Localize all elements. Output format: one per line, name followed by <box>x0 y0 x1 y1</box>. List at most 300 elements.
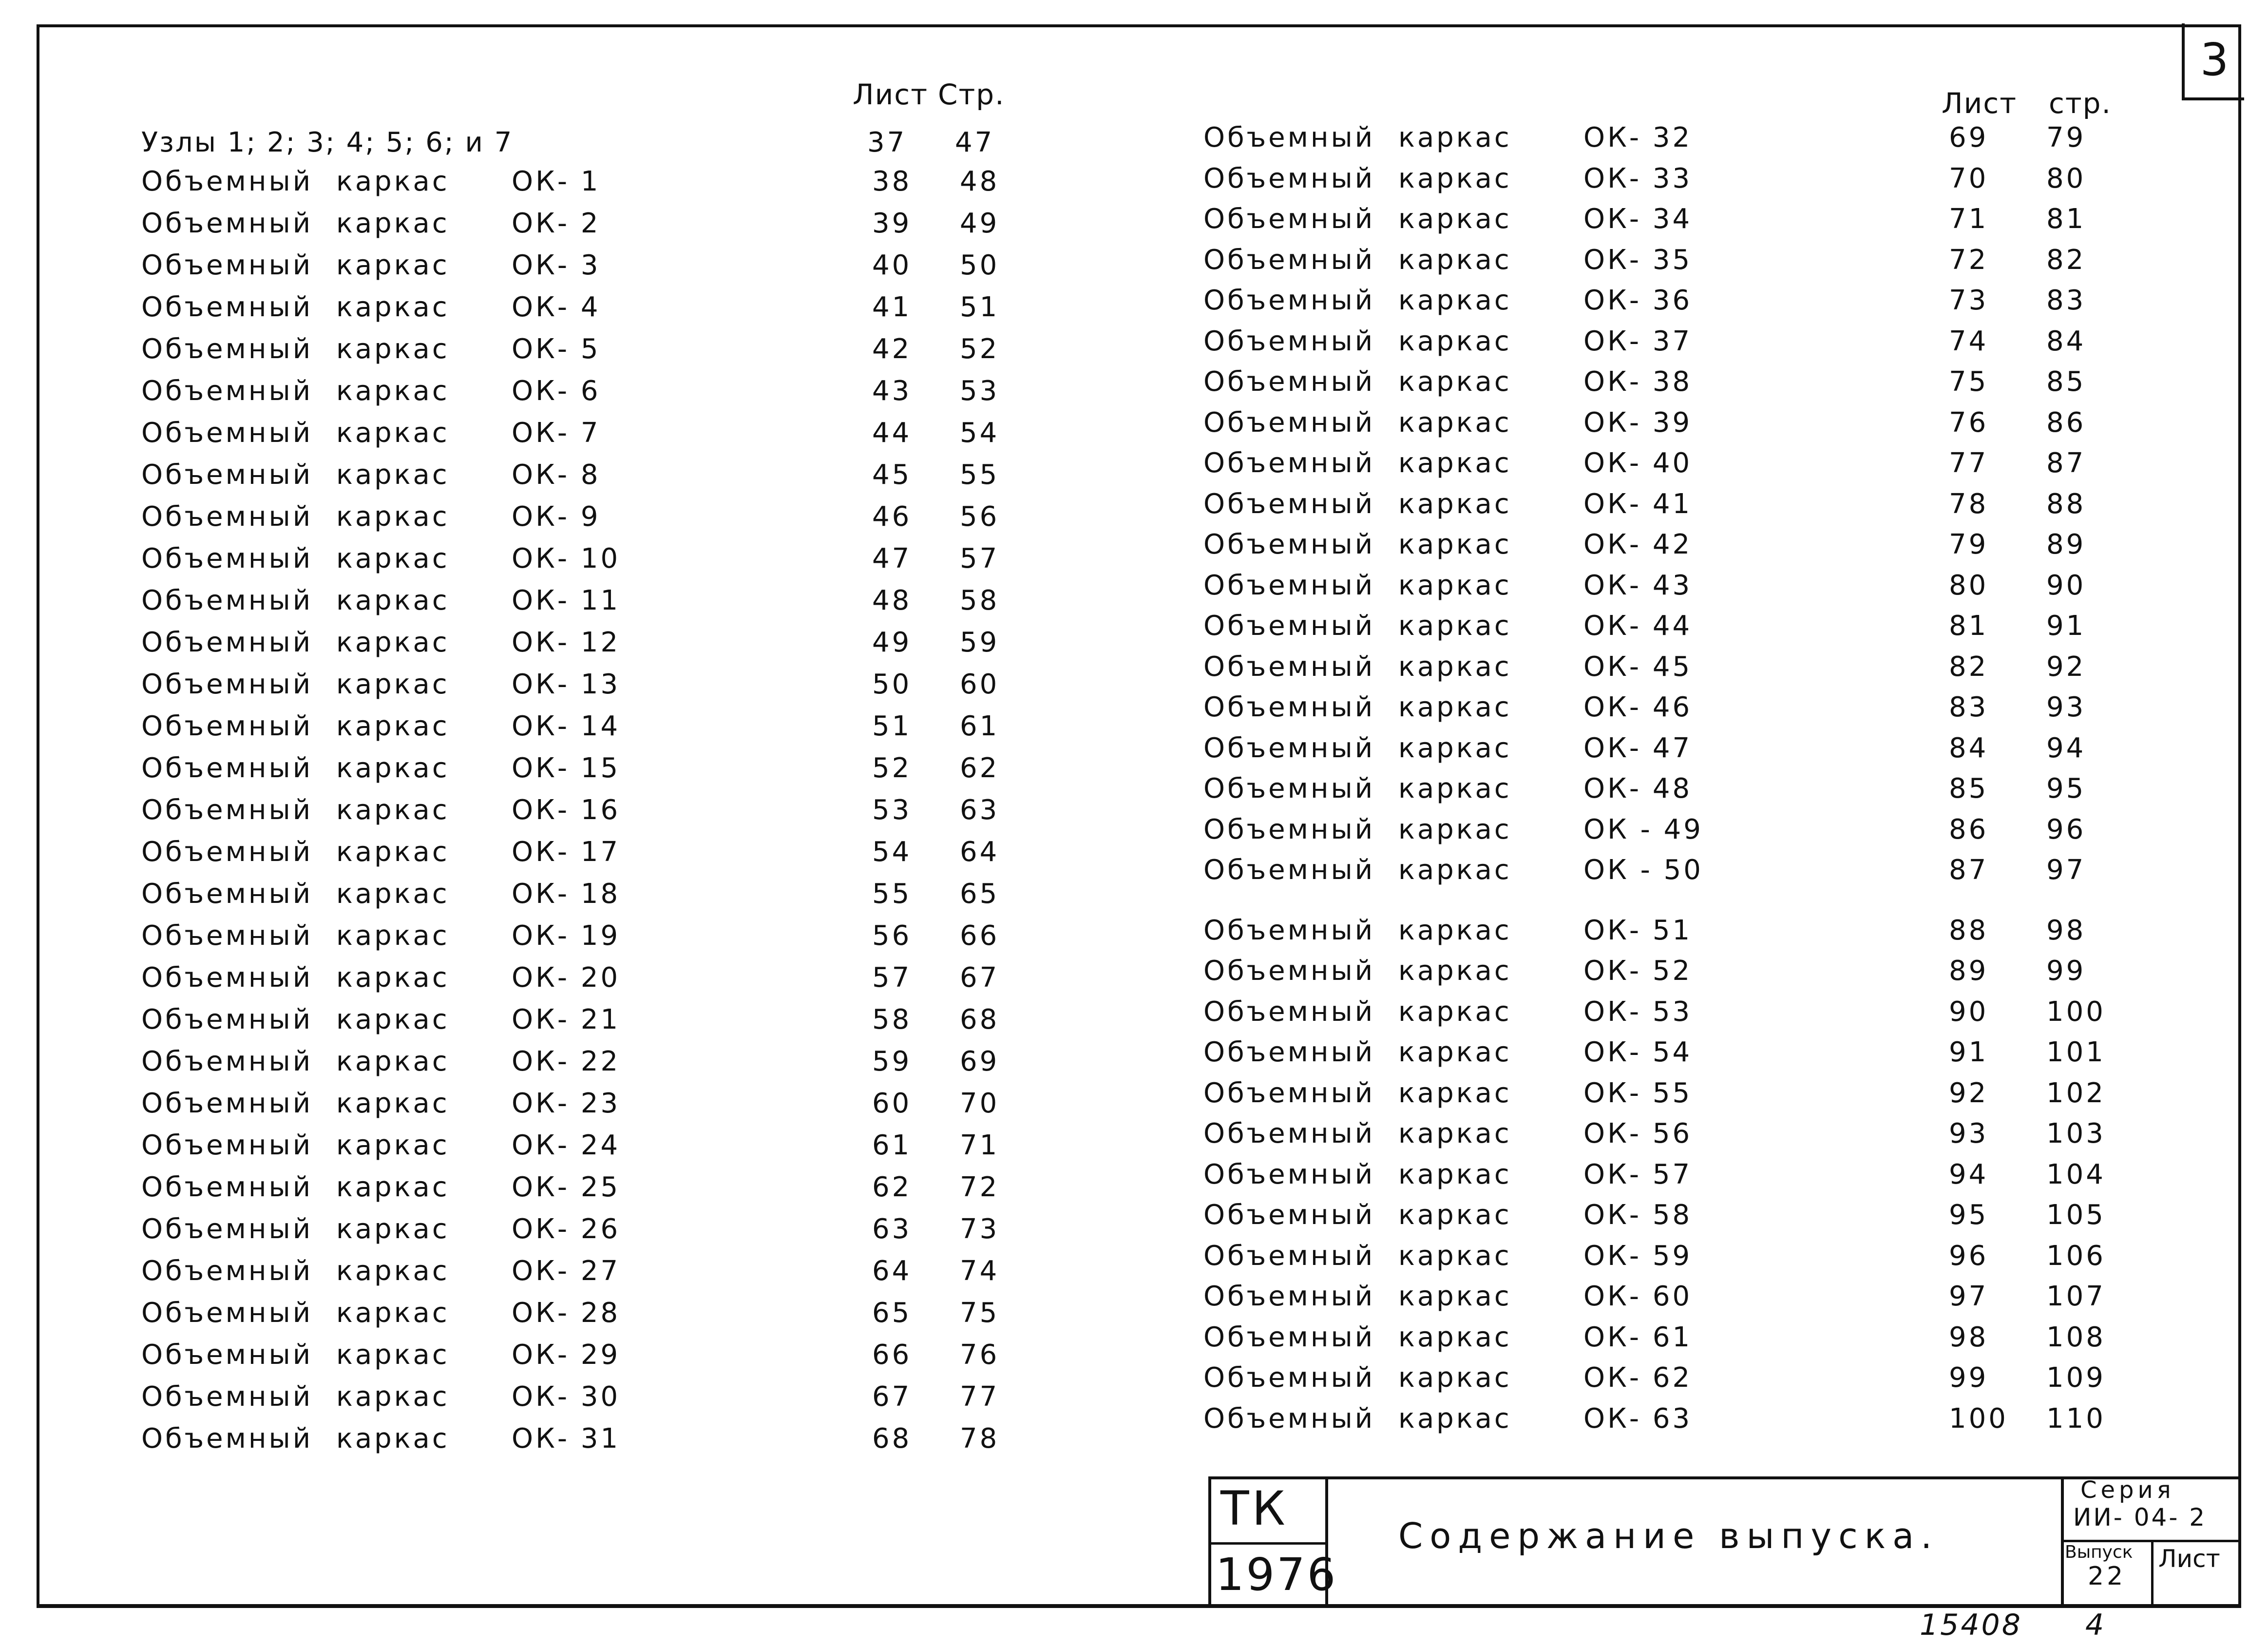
item-name: Объемный <box>141 459 313 491</box>
item-code: ОК- 1 <box>512 166 601 197</box>
series-value: ИИ- 04- 2 <box>2073 1503 2207 1531</box>
item-page: 49 <box>960 208 1000 239</box>
item-code: ОК- 60 <box>1583 1281 1693 1312</box>
item-code: ОК- 14 <box>512 710 621 742</box>
item-name: Объемный <box>141 291 313 323</box>
item-type: каркас <box>1398 1118 1512 1149</box>
item-code: ОК- 21 <box>512 1004 621 1035</box>
item-code: ОК- 13 <box>512 669 621 700</box>
item-sheet: 60 <box>872 1088 912 1119</box>
item-code: ОК- 63 <box>1583 1402 1693 1435</box>
item-page: 75 <box>960 1297 1000 1329</box>
item-type: каркас <box>1398 1199 1512 1231</box>
item-code: ОК- 54 <box>1583 1036 1693 1068</box>
item-type: каркас <box>1398 162 1512 194</box>
item-type: каркас <box>1398 366 1512 398</box>
item-code: ОК- 24 <box>512 1129 621 1161</box>
item-code: ОК- 10 <box>512 543 621 574</box>
item-page: 90 <box>2046 569 2086 601</box>
item-sheet: 66 <box>872 1339 912 1371</box>
item-type: каркас <box>1398 203 1512 235</box>
item-type: каркас <box>1398 610 1512 642</box>
item-sheet: 44 <box>872 417 912 449</box>
item-code: ОК- 35 <box>1583 244 1693 276</box>
item-name: Объемный <box>1203 447 1375 479</box>
item-page: 100 <box>2046 995 2106 1028</box>
item-type: каркас <box>336 166 450 197</box>
item-type: каркас <box>336 1171 450 1203</box>
stamp-org-mid <box>1208 1542 1325 1545</box>
item-sheet: 58 <box>872 1004 912 1035</box>
item-code: ОК- 6 <box>512 375 601 407</box>
item-type: каркас <box>336 794 450 826</box>
item-sheet: 38 <box>872 166 912 197</box>
series-label: Серия <box>2080 1476 2175 1504</box>
item-type: каркас <box>336 1213 450 1245</box>
item-code: ОК- 2 <box>512 208 601 239</box>
item-page: 58 <box>960 585 1000 616</box>
item-code: ОК- 42 <box>1583 529 1693 560</box>
item-type: каркас <box>336 1297 450 1329</box>
right-page-header: стр. <box>2049 87 2112 120</box>
item-sheet: 43 <box>872 375 912 407</box>
item-page: 99 <box>2046 955 2086 987</box>
item-type: каркас <box>1398 813 1512 845</box>
item-name: Объемный <box>1203 1281 1375 1312</box>
item-name: Объемный <box>141 1423 313 1455</box>
item-code: ОК- 19 <box>512 920 621 952</box>
item-name: Объемный <box>141 501 313 533</box>
stamp-issue-divider <box>2151 1540 2154 1608</box>
item-page: 102 <box>2046 1077 2106 1109</box>
item-code: ОК- 56 <box>1583 1118 1693 1149</box>
item-code: ОК- 3 <box>512 249 601 281</box>
item-page: 79 <box>2046 122 2086 153</box>
item-code: ОК- 27 <box>512 1255 621 1287</box>
item-code: ОК- 17 <box>512 836 621 868</box>
item-name: Объемный <box>1203 162 1375 194</box>
item-type: каркас <box>1398 569 1512 601</box>
item-sheet: 64 <box>872 1255 912 1287</box>
item-page: 98 <box>2046 914 2086 946</box>
item-code: ОК- 61 <box>1583 1321 1693 1353</box>
item-sheet: 51 <box>872 710 912 742</box>
item-code: ОК- 8 <box>512 459 601 491</box>
item-page: 77 <box>960 1381 1000 1413</box>
item-code: ОК- 40 <box>1583 447 1693 479</box>
item-code: ОК- 33 <box>1583 162 1693 194</box>
item-sheet: 39 <box>872 208 912 239</box>
item-sheet: 92 <box>1949 1077 1989 1109</box>
item-name: Объемный <box>1203 854 1375 886</box>
item-sheet: 62 <box>872 1171 912 1203</box>
item-page: 56 <box>960 501 1000 533</box>
item-sheet: 72 <box>1949 244 1989 276</box>
item-sheet: 100 <box>1949 1402 2008 1435</box>
item-page: 86 <box>2046 406 2086 439</box>
item-sheet: 52 <box>872 752 912 784</box>
item-page: 51 <box>960 291 1000 323</box>
sheet-number: 3 <box>2182 23 2244 100</box>
item-code: ОК- 59 <box>1583 1240 1693 1272</box>
item-code: ОК- 34 <box>1583 203 1693 235</box>
item-name: Объемный <box>141 375 313 407</box>
item-name: Объемный <box>1203 610 1375 642</box>
item-code: ОК- 29 <box>512 1339 621 1371</box>
item-name: Объемный <box>141 249 313 281</box>
item-name: Объемный <box>1203 122 1375 153</box>
item-sheet: 75 <box>1949 366 1989 398</box>
item-page: 80 <box>2046 162 2086 194</box>
item-sheet: 48 <box>872 585 912 616</box>
item-page: 72 <box>960 1171 1000 1203</box>
item-code: ОК- 37 <box>1583 325 1693 357</box>
item-code: ОК- 46 <box>1583 691 1693 723</box>
item-page: 70 <box>960 1088 1000 1119</box>
item-page: 52 <box>960 333 1000 365</box>
item-code: ОК- 26 <box>512 1213 621 1245</box>
item-sheet: 79 <box>1949 529 1989 560</box>
item-type: каркас <box>1398 773 1512 804</box>
item-code: ОК- 16 <box>512 794 621 826</box>
item-type: каркас <box>1398 1077 1512 1109</box>
item-type: каркас <box>1398 691 1512 723</box>
left-sheet-header: Лист <box>853 78 928 111</box>
item-sheet: 83 <box>1949 691 1989 723</box>
item-type: каркас <box>336 543 450 574</box>
item-sheet: 89 <box>1949 955 1989 987</box>
item-page: 50 <box>960 249 1000 281</box>
item-name: Объемный <box>1203 569 1375 601</box>
item-sheet: 82 <box>1949 651 1989 683</box>
item-type: каркас <box>1398 955 1512 987</box>
item-name: Объемный <box>1203 1199 1375 1231</box>
item-page: 66 <box>960 920 1000 952</box>
item-name: Объемный <box>1203 1077 1375 1109</box>
item-name: Объемный <box>141 1088 313 1119</box>
item-sheet: 69 <box>1949 122 1989 153</box>
item-code: ОК- 36 <box>1583 285 1693 316</box>
item-code: ОК- 12 <box>512 627 621 658</box>
item-page: 65 <box>960 878 1000 910</box>
item-name: Объемный <box>141 1297 313 1329</box>
item-name: Объемный <box>141 1255 313 1287</box>
item-type: каркас <box>336 836 450 868</box>
item-page: 93 <box>2046 691 2086 723</box>
item-type: каркас <box>336 920 450 952</box>
item-page: 83 <box>2046 285 2086 316</box>
item-sheet: 87 <box>1949 854 1989 886</box>
item-code: ОК- 48 <box>1583 773 1693 804</box>
item-type: каркас <box>1398 1158 1512 1190</box>
item-code: ОК- 22 <box>512 1046 621 1077</box>
item-type: каркас <box>1398 1036 1512 1068</box>
item-name: Объемный <box>141 1339 313 1371</box>
item-name: Объемный <box>141 627 313 658</box>
item-page: 63 <box>960 794 1000 826</box>
item-page: 87 <box>2046 447 2086 479</box>
item-sheet: 63 <box>872 1213 912 1245</box>
item-page: 84 <box>2046 325 2086 357</box>
item-page: 110 <box>2046 1402 2106 1435</box>
item-code: ОК - 50 <box>1583 854 1703 886</box>
item-sheet: 65 <box>872 1297 912 1329</box>
issue-value: 22 <box>2088 1562 2126 1591</box>
item-name: Объемный <box>141 1171 313 1203</box>
item-name: Объемный <box>1203 955 1375 987</box>
item-code: ОК- 7 <box>512 417 601 449</box>
item-code: ОК- 31 <box>512 1423 621 1455</box>
item-sheet: 46 <box>872 501 912 533</box>
item-code: ОК- 15 <box>512 752 621 784</box>
item-code: ОК- 62 <box>1583 1362 1693 1394</box>
item-page: 73 <box>960 1213 1000 1245</box>
item-sheet: 86 <box>1949 813 1989 845</box>
item-sheet: 96 <box>1949 1240 1989 1272</box>
item-type: каркас <box>336 1088 450 1119</box>
item-code: ОК- 25 <box>512 1171 621 1203</box>
item-code: ОК- 30 <box>512 1381 621 1413</box>
item-page: 107 <box>2046 1281 2106 1312</box>
item-sheet: 73 <box>1949 285 1989 316</box>
item-sheet: 97 <box>1949 1281 1989 1312</box>
item-page: 94 <box>2046 732 2086 764</box>
item-type: каркас <box>336 1046 450 1077</box>
item-type: каркас <box>1398 406 1512 439</box>
nodes-label: Узлы 1; 2; 3; 4; 5; 6; и 7 <box>141 127 514 158</box>
item-type: каркас <box>336 208 450 239</box>
item-name: Объемный <box>1203 1158 1375 1190</box>
item-name: Объемный <box>1203 488 1375 520</box>
item-page: 69 <box>960 1046 1000 1077</box>
item-name: Объемный <box>141 1381 313 1413</box>
item-type: каркас <box>336 1339 450 1371</box>
item-code: ОК- 18 <box>512 878 621 910</box>
item-sheet: 50 <box>872 669 912 700</box>
item-sheet: 93 <box>1949 1118 1989 1149</box>
item-page: 108 <box>2046 1321 2106 1353</box>
item-name: Объемный <box>141 1129 313 1161</box>
item-sheet: 49 <box>872 627 912 658</box>
item-type: каркас <box>1398 285 1512 316</box>
item-sheet: 98 <box>1949 1321 1989 1353</box>
item-type: каркас <box>1398 1240 1512 1272</box>
item-type: каркас <box>1398 995 1512 1028</box>
item-sheet: 95 <box>1949 1199 1989 1231</box>
item-name: Объемный <box>141 920 313 952</box>
item-type: каркас <box>1398 325 1512 357</box>
item-sheet: 59 <box>872 1046 912 1077</box>
item-name: Объемный <box>1203 651 1375 683</box>
item-type: каркас <box>1398 447 1512 479</box>
item-code: ОК - 49 <box>1583 813 1703 845</box>
item-type: каркас <box>1398 244 1512 276</box>
item-name: Объемный <box>1203 914 1375 946</box>
item-code: ОК- 38 <box>1583 366 1693 398</box>
item-page: 55 <box>960 459 1000 491</box>
item-type: каркас <box>336 878 450 910</box>
item-page: 85 <box>2046 366 2086 398</box>
item-page: 78 <box>960 1423 1000 1455</box>
item-sheet: 54 <box>872 836 912 868</box>
item-type: каркас <box>1398 1281 1512 1312</box>
item-name: Объемный <box>1203 529 1375 560</box>
item-sheet: 88 <box>1949 914 1989 946</box>
item-code: ОК- 47 <box>1583 732 1693 764</box>
item-code: ОК- 52 <box>1583 955 1693 987</box>
item-code: ОК- 45 <box>1583 651 1693 683</box>
item-code: ОК- 44 <box>1583 610 1693 642</box>
item-sheet: 47 <box>872 543 912 574</box>
org-year: 1976 <box>1216 1549 1338 1601</box>
sheet-label: Лист <box>2158 1545 2220 1573</box>
item-sheet: 53 <box>872 794 912 826</box>
item-sheet: 56 <box>872 920 912 952</box>
item-name: Объемный <box>141 710 313 742</box>
item-name: Объемный <box>141 543 313 574</box>
item-sheet: 45 <box>872 459 912 491</box>
item-page: 62 <box>960 752 1000 784</box>
item-page: 59 <box>960 627 1000 658</box>
item-type: каркас <box>336 1381 450 1413</box>
item-name: Объемный <box>1203 244 1375 276</box>
item-page: 71 <box>960 1129 1000 1161</box>
item-type: каркас <box>336 710 450 742</box>
item-name: Объемный <box>1203 406 1375 439</box>
item-name: Объемный <box>1203 995 1375 1028</box>
item-name: Объемный <box>141 1046 313 1077</box>
item-name: Объемный <box>141 1004 313 1035</box>
item-page: 97 <box>2046 854 2086 886</box>
item-type: каркас <box>336 752 450 784</box>
item-type: каркас <box>336 962 450 994</box>
item-type: каркас <box>336 249 450 281</box>
item-type: каркас <box>1398 732 1512 764</box>
item-code: ОК- 5 <box>512 333 601 365</box>
item-name: Объемный <box>1203 285 1375 316</box>
item-page: 103 <box>2046 1118 2106 1149</box>
item-sheet: 57 <box>872 962 912 994</box>
item-name: Объемный <box>1203 325 1375 357</box>
item-name: Объемный <box>141 585 313 616</box>
item-page: 57 <box>960 543 1000 574</box>
item-name: Объемный <box>141 878 313 910</box>
item-page: 74 <box>960 1255 1000 1287</box>
item-type: каркас <box>336 1004 450 1035</box>
item-code: ОК- 11 <box>512 585 621 616</box>
item-code: ОК- 28 <box>512 1297 621 1329</box>
item-page: 91 <box>2046 610 2086 642</box>
item-sheet: 67 <box>872 1381 912 1413</box>
item-sheet: 80 <box>1949 569 1989 601</box>
item-type: каркас <box>336 669 450 700</box>
item-name: Объемный <box>141 1213 313 1245</box>
item-name: Объемный <box>141 752 313 784</box>
item-page: 82 <box>2046 244 2086 276</box>
item-code: ОК- 58 <box>1583 1199 1693 1231</box>
item-type: каркас <box>336 627 450 658</box>
item-type: каркас <box>1398 1321 1512 1353</box>
item-name: Объемный <box>1203 1118 1375 1149</box>
item-type: каркас <box>1398 914 1512 946</box>
item-code: ОК- 55 <box>1583 1077 1693 1109</box>
item-code: ОК- 53 <box>1583 995 1693 1028</box>
item-name: Объемный <box>141 669 313 700</box>
item-sheet: 77 <box>1949 447 1989 479</box>
item-sheet: 84 <box>1949 732 1989 764</box>
copy-number: 4 <box>2085 1608 2104 1642</box>
item-name: Объемный <box>141 962 313 994</box>
item-page: 95 <box>2046 773 2086 804</box>
item-name: Объемный <box>1203 813 1375 845</box>
item-page: 76 <box>960 1339 1000 1371</box>
item-sheet: 90 <box>1949 995 1989 1028</box>
item-name: Объемный <box>141 417 313 449</box>
item-page: 81 <box>2046 203 2086 235</box>
item-name: Объемный <box>1203 366 1375 398</box>
item-type: каркас <box>336 459 450 491</box>
item-type: каркас <box>336 1255 450 1287</box>
item-name: Объемный <box>141 836 313 868</box>
stamp-right-divider <box>2061 1476 2064 1608</box>
item-name: Объемный <box>1203 203 1375 235</box>
item-sheet: 81 <box>1949 610 1989 642</box>
item-sheet: 74 <box>1949 325 1989 357</box>
item-page: 68 <box>960 1004 1000 1035</box>
item-name: Объемный <box>141 208 313 239</box>
item-type: каркас <box>1398 1402 1512 1435</box>
item-type: каркас <box>1398 854 1512 886</box>
right-sheet-header: Лист <box>1942 87 2017 120</box>
item-sheet: 71 <box>1949 203 1989 235</box>
item-sheet: 42 <box>872 333 912 365</box>
item-sheet: 61 <box>872 1129 912 1161</box>
item-code: ОК- 32 <box>1583 122 1693 153</box>
item-sheet: 94 <box>1949 1158 1989 1190</box>
item-page: 106 <box>2046 1240 2106 1272</box>
item-page: 89 <box>2046 529 2086 560</box>
item-page: 48 <box>960 166 1000 197</box>
item-sheet: 78 <box>1949 488 1989 520</box>
item-type: каркас <box>336 333 450 365</box>
item-type: каркас <box>1398 651 1512 683</box>
item-page: 88 <box>2046 488 2086 520</box>
item-sheet: 40 <box>872 249 912 281</box>
item-sheet: 68 <box>872 1423 912 1455</box>
org-code: ТК <box>1220 1481 1288 1536</box>
item-page: 67 <box>960 962 1000 994</box>
item-page: 92 <box>2046 651 2086 683</box>
item-type: каркас <box>336 585 450 616</box>
item-page: 60 <box>960 669 1000 700</box>
item-name: Объемный <box>141 166 313 197</box>
item-code: ОК- 23 <box>512 1088 621 1119</box>
item-code: ОК- 4 <box>512 291 601 323</box>
item-page: 96 <box>2046 813 2086 845</box>
item-name: Объемный <box>1203 773 1375 804</box>
item-code: ОК- 41 <box>1583 488 1693 520</box>
left-page-header: Стр. <box>938 78 1005 111</box>
item-sheet: 55 <box>872 878 912 910</box>
item-page: 54 <box>960 417 1000 449</box>
item-sheet: 41 <box>872 291 912 323</box>
item-sheet: 70 <box>1949 162 1989 194</box>
item-sheet: 99 <box>1949 1362 1989 1394</box>
item-page: 61 <box>960 710 1000 742</box>
item-page: 104 <box>2046 1158 2106 1190</box>
item-sheet: 91 <box>1949 1036 1989 1068</box>
nodes-sheet: 37 <box>867 127 907 158</box>
